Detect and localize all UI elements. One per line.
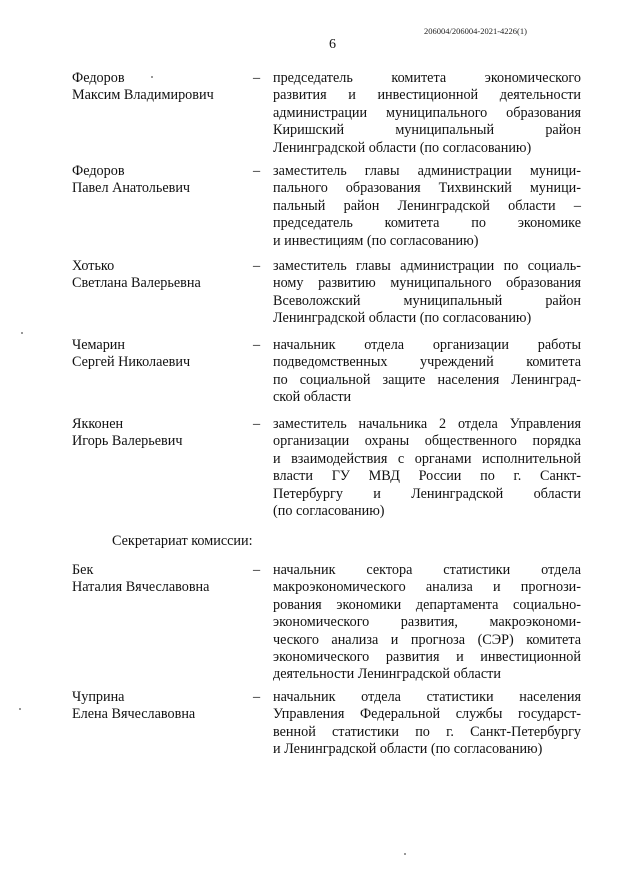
role-line: председатель комитета по экономике bbox=[273, 215, 581, 232]
member-surname: Чуприна bbox=[72, 689, 125, 705]
scan-speck bbox=[151, 76, 153, 78]
role-line: Ленинградской области (по согласованию) bbox=[273, 139, 532, 156]
role-line: начальник сектора статистики отдела bbox=[273, 562, 581, 578]
document-id: 206004/206004-2021-4226(1) bbox=[424, 26, 527, 36]
member-name bbox=[72, 337, 252, 372]
role-line: Управления Федеральной службы государст- bbox=[273, 706, 581, 723]
role-line: пальный район Ленинградской области – bbox=[273, 197, 581, 214]
role-line: заместитель начальника 2 отдела Управления bbox=[273, 416, 581, 432]
scan-speck bbox=[404, 853, 406, 855]
role-line: Ленинградской области (по согласованию) bbox=[273, 310, 532, 327]
entry-dash: – bbox=[253, 416, 261, 432]
member-name bbox=[72, 562, 252, 597]
member-role bbox=[273, 337, 581, 407]
member-role bbox=[273, 163, 581, 250]
member-given-names: Игорь Валерьевич bbox=[72, 433, 183, 450]
role-line: администрации муниципального образования bbox=[273, 104, 581, 121]
member-role bbox=[273, 70, 581, 157]
role-line: макроэкономического анализа и прогнози- bbox=[273, 579, 581, 596]
member-name bbox=[72, 163, 252, 198]
entry-dash: – bbox=[253, 689, 261, 705]
member-name bbox=[72, 258, 252, 293]
role-line: по социальной защите населения Ленинград- bbox=[273, 371, 581, 388]
member-surname: Федоров bbox=[72, 70, 125, 86]
role-line: власти ГУ МВД России по г. Санкт- bbox=[273, 468, 581, 485]
role-line: пального образования Тихвинский муници- bbox=[273, 180, 581, 197]
member-given-names: Елена Вячеславовна bbox=[72, 706, 196, 723]
member-role bbox=[273, 416, 581, 520]
role-line: развития и инвестиционной деятельности bbox=[273, 87, 581, 104]
role-line: экономического развития и инвестиционной bbox=[273, 649, 581, 666]
role-line: организации охраны общественного порядка bbox=[273, 433, 581, 450]
member-surname: Хотько bbox=[72, 258, 115, 274]
role-line: ской области bbox=[273, 389, 352, 406]
role-line: Всеволожский муниципальный район bbox=[273, 292, 581, 309]
role-line: и взаимодействия с органами исполнительной bbox=[273, 450, 581, 467]
member-surname: Чемарин bbox=[72, 337, 125, 353]
role-line: Киришский муниципальный район bbox=[273, 122, 581, 139]
role-line: Петербургу и Ленинградской области bbox=[273, 485, 581, 502]
entry-dash: – bbox=[253, 163, 261, 179]
scan-speck bbox=[21, 332, 23, 334]
member-role bbox=[273, 562, 581, 684]
role-line: и инвестициям (по согласованию) bbox=[273, 232, 479, 249]
member-name bbox=[72, 70, 252, 105]
secretariat-heading: Секретариат комиссии: bbox=[112, 533, 253, 549]
member-surname: Федоров bbox=[72, 163, 125, 179]
role-line: рования экономики департамента социально- bbox=[273, 596, 581, 613]
member-role bbox=[273, 258, 581, 328]
member-given-names: Максим Владимирович bbox=[72, 87, 214, 104]
entry-dash: – bbox=[253, 70, 261, 86]
role-line: заместитель главы администрации по социаль- bbox=[273, 258, 581, 274]
role-line: начальник отдела организации работы bbox=[273, 337, 581, 353]
role-line: экономического развития, макроэкономи- bbox=[273, 614, 581, 631]
role-line: деятельности Ленинградской области bbox=[273, 666, 501, 683]
member-role bbox=[273, 689, 581, 759]
role-line: ному развитию муниципального образования bbox=[273, 275, 581, 292]
role-line: подведомственных учреждений комитета bbox=[273, 354, 581, 371]
member-surname: Якконен bbox=[72, 416, 124, 432]
entry-dash: – bbox=[253, 337, 261, 353]
role-line: председатель комитета экономического bbox=[273, 70, 581, 86]
page-number: 6 bbox=[329, 37, 336, 52]
scan-speck bbox=[19, 708, 21, 710]
member-given-names: Светлана Валерьевна bbox=[72, 275, 201, 292]
member-name bbox=[72, 416, 252, 451]
member-given-names: Наталия Вячеславовна bbox=[72, 579, 210, 596]
role-line: (по согласованию) bbox=[273, 503, 385, 520]
role-line: начальник отдела статистики населения bbox=[273, 689, 581, 705]
member-surname: Бек bbox=[72, 562, 94, 578]
member-given-names: Сергей Николаевич bbox=[72, 354, 191, 371]
member-name bbox=[72, 689, 252, 724]
role-line: заместитель главы администрации муници- bbox=[273, 163, 581, 179]
entry-dash: – bbox=[253, 562, 261, 578]
entry-dash: – bbox=[253, 258, 261, 274]
role-line: венной статистики по г. Санкт-Петербургу bbox=[273, 723, 581, 740]
role-line: и Ленинградской области (по согласованию) bbox=[273, 741, 543, 758]
member-given-names: Павел Анатольевич bbox=[72, 180, 191, 197]
role-line: ческого анализа и прогноза (СЭР) комитета bbox=[273, 631, 581, 648]
